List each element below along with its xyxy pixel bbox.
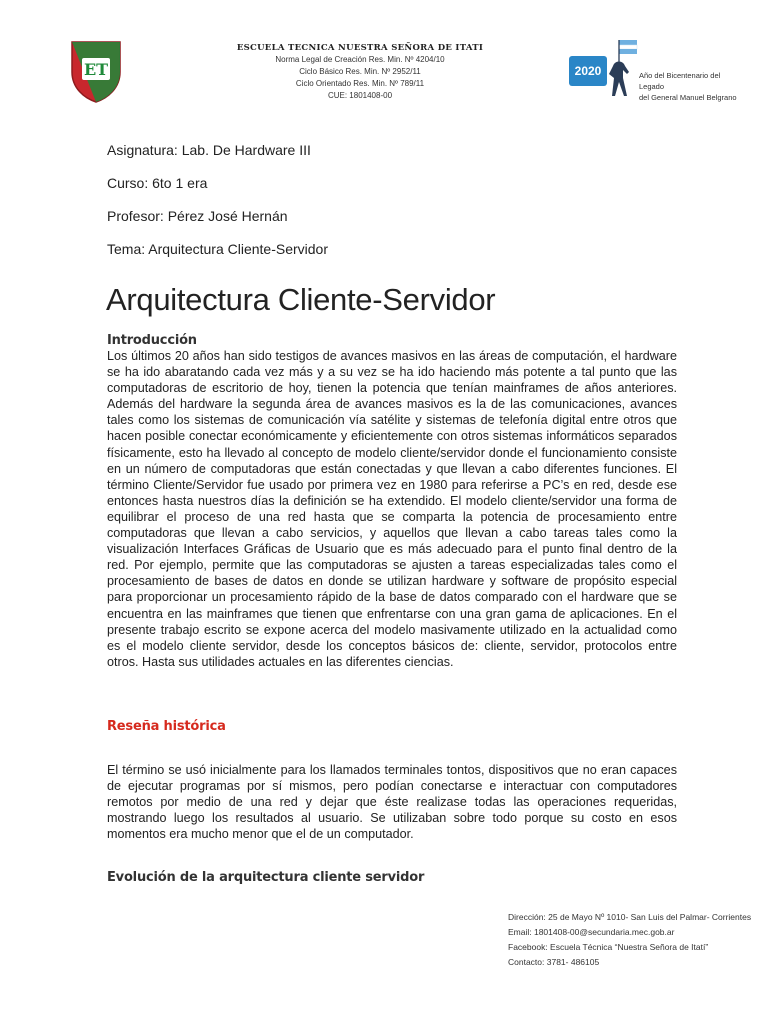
school-header: [205, 42, 515, 102]
intro-heading: Introducción: [107, 333, 197, 348]
evolucion-heading: Evolución de la arquitectura cliente servidor: [107, 870, 425, 885]
contact-footer: [508, 910, 752, 970]
year-badge: 2020: [569, 56, 607, 86]
document-title: Arquitectura Cliente-Servidor: [106, 282, 496, 317]
bicentenario-logo: [569, 38, 739, 104]
cue-code: CUE: 1801408-00: [327, 91, 393, 100]
bicentenario-caption-line-2: del General Manuel Belgrano: [639, 93, 737, 102]
resena-paragraph: El término se usó inicialmente para los llamados terminales tontos, dispositivos que no eran capaces de ejecutar programas por sí mismos, pero podían conectarse e interactuar con computadores remotos por medio de una red y dejar que éste realizase todas las operaciones requeridas, mostrando luego los resultados al usuario. Se utilizaban sobre todo porque su costo en esos momentos era mucho menor que el de un computador.: [107, 763, 677, 842]
horseman-flag-icon: [605, 38, 639, 100]
tema-field: Tema: Arquitectura Cliente-Servidor: [107, 241, 328, 257]
school-name: ESCUELA TECNICA NUESTRA SEÑORA DE ITATI: [236, 43, 484, 53]
norma-legal: Norma Legal de Creación Res. Min. Nº 4204/10: [275, 55, 445, 64]
footer-facebook: Facebook: Escuela Técnica “Nuestra Señora de Itatí”: [508, 942, 709, 952]
bicentenario-caption: [639, 70, 739, 103]
profesor-field: Profesor: Pérez José Hernán: [107, 208, 288, 224]
svg-text:ET: ET: [83, 60, 109, 79]
resena-heading: Reseña histórica: [107, 719, 226, 734]
bicentenario-caption-line-1: Año del Bicentenario del Legado: [639, 71, 721, 91]
footer-contact: Contacto: 3781- 486105: [508, 957, 600, 967]
ciclo-orientado: Ciclo Orientado Res. Min. Nº 789/11: [295, 79, 425, 88]
asignatura-field: Asignatura: Lab. De Hardware III: [107, 142, 311, 158]
school-shield-logo: [68, 38, 124, 104]
intro-paragraph: Los últimos 20 años han sido testigos de avances masivos en las áreas de computación, el hardware se ha ido abaratando cada vez más y a su vez se ha ido haciendo más potente a tal punto que las computadoras de escritorio de hoy, tienen la potencia que tenían mainframes de años anteriores. Además del hardware la segunda área de avances masivos es la de las comunicaciones, avances tales como los sistemas de comunicación vía satélite y sistemas de telefonía digital entre otros que hacen posible conectar económicamente y eficientemente con otros sistemas informáticos separados físicamente, esto ha llevado al concepto de modelo cliente/servidor donde el funcionamiento consiste en un número de computadoras que están conectadas y que llevan a cabo diferentes funciones. El término Cliente/Servidor fue usado por primera vez en 1980 para referirse a PC’s en red, desde ese entonces hasta nuestros días la definición se ha extendido. El modelo cliente/servidor una forma de equilibrar el proceso de una red hasta que se comparta la potencia de procesamiento entre computadoras que llevan a cabo servicios, y aquellos que llevan a cabo tareas tales como la visualización Interfaces Gráficas de Usuario que es más adecuado para el punto final dentro de la red. Por ejemplo, permite que las computadoras se ajusten a tareas especializadas tales como el procesamiento de bases de datos en donde se utilizan hardware y software de propósito especial para proporcionar un procesamiento rápido de la base de datos comparado con el hardware que se encuentra en las mainframes que tienen que enfrentarse con una gran gama de aplicaciones. En el presente trabajo escrito se expone acerca del modelo masivamente utilizado en la actualidad como es el modelo cliente servidor, desde los conceptos básicos de: cliente, servidor, protocolos entre otros. Hasta sus utilidades actuales en las diferentes ciencias.: [107, 349, 677, 669]
ciclo-basico: Ciclo Básico Res. Min. Nº 2952/11: [299, 67, 421, 76]
curso-field: Curso: 6to 1 era: [107, 175, 208, 191]
footer-email: Email: 1801408-00@secundaria.mec.gob.ar: [508, 927, 675, 937]
footer-address: Dirección: 25 de Mayo Nº 1010- San Luis del Palmar- Corrientes: [508, 912, 752, 922]
